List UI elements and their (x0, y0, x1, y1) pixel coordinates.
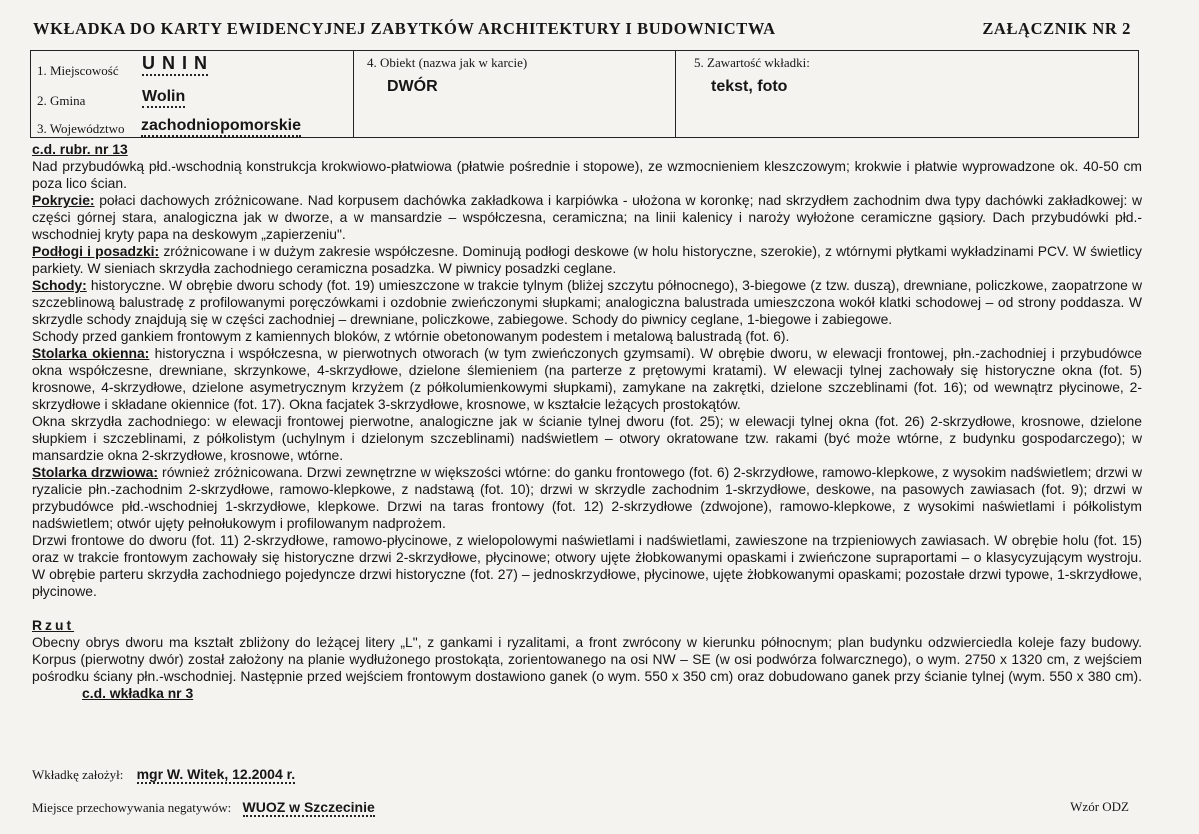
paragraph-extension: Nad przybudówką płd.-wschodnią konstrukcja krokwiowo-płatwiowa (płatwie pośrednie i stopowe), ze wzmocnieniem kleszczowym; krokwie i płatwie wyprowadzone ok. 40-50 cm poza lico ścian. (32, 158, 1142, 191)
author-value: mgr W. Witek, 12.2004 r. (136, 766, 296, 782)
author-label: Wkładkę założył: (32, 767, 124, 782)
description-body (32, 141, 1142, 702)
content-value: tekst, foto (711, 78, 788, 95)
windows-heading: Stolarka okienna: (32, 345, 150, 361)
paragraph-windows (32, 345, 1142, 413)
locality-value: U N I N (142, 53, 208, 76)
paragraph-doors-2: Drzwi frontowe do dworu (fot. 11) 2-skrzydłowe, ramowo-płycinowe, z wielopolowymi naświetlami i nadświetlami, zawieszone na trzpieniowych zawiasach. W obrębie holu (fot. 15) oraz w trakcie frontowym zachowały się historyczne drzwi 2-skrzydłowe, płycinowe; otwory ujęte żłobkowanymi opaskami i zwieńczone supraportami – o klasycyzującym wystroju. W obrębie parteru skrzydła zachodniego pojedyncze drzwi historyczne (fot. 27) – jednoskrzydłowe, płycinowe, ujęte żłobkowanymi opaskami; pozostałe drzwi typowe, 1-skrzydłowe, płycinowe. (32, 532, 1142, 599)
commune-label: 2. Gmina (37, 93, 86, 108)
locality-label: 1. Miejscowość (37, 63, 119, 78)
commune-value: Wolin (142, 88, 185, 108)
doors-text: również zróżnicowana. Drzwi zewnętrzne w większości wtórne: do ganku frontowego (fot. 6) 2-skrzydłowe, ramowo-klepkowe, z wysokim nadświetlem; drzwi w ryzalicie płn.-zachodnim 2-skrzydłowe, ramowo-klepkowe, z nadstawą (fot. 10); drzwi w skrzydle zachodnim 1-skrzydłowe, deskowe, na pasowych zawiasach (fot. 9); drzwi w przybudówce płd.-wschodniej 1-skrzydłowe, klepkowe. Drzwi na taras frontowy (fot. 12) 2-skrzydłowe (zdwojone), ramowo-klepkowe, z wysokimi naświetlami i półkolistym nadświetlem; otwór ujęty pełnołukowym i profilowanym nadprożem. (32, 464, 1142, 531)
continuation-heading: c.d. rubr. nr 13 (32, 141, 128, 157)
field-divider (353, 51, 354, 137)
paragraph-stairs (32, 277, 1142, 328)
object-label: 4. Obiekt (nazwa jak w karcie) (367, 55, 528, 70)
stairs-heading: Schody: (32, 277, 87, 293)
annex-number: ZAŁĄCZNIK NR 2 (982, 19, 1131, 38)
paragraph-floors (32, 243, 1142, 277)
storage-value: WUOZ w Szczecinie (242, 799, 375, 815)
windows-text: historyczna i współczesna, w pierwotnych otworach (w tym zwieńczonych gzymsami). W obrębie dworu, w elewacji frontowej, płn.-zachodniej i przybudówce okna współczesne, drewniane, skrzynkowe, 4-skrzydłowe, dzielone ślemieniem (na parterze z prętowymi kratami). W elewacji tylnej zachowały się historyczne okna (fot. 5) krosnowe, 4-skrzydłowe, dzielone asymetrycznym krzyżem (z półkolumienkowymi słupkami), zamykane na zakrętki, dzielone szczeblinami (fot. 16); od wewnątrz płycinowe, 2-skrzydłowe i składane okiennice (fot. 17). Okna facjatek 3-skrzydłowe, krosnowe, w kształcie leżących prostokątów. (32, 345, 1142, 412)
continued-note: c.d. wkładka nr 3 (82, 685, 194, 701)
paragraph-windows-2: Okna skrzydła zachodniego: w elewacji frontowej pierwotne, analogiczne jak w ścianie tylnej dworu (fot. 25); w elewacji tylnej okna (fot. 26) 2-skrzydłowe, krosnowe, dzielone słupkiem i szczeblinami, z półkolistym (uchylnym i dzielonym szczeblinami) nadświetlem – otwory okratowane tzw. rakami (być może wtórne, z budynku gospodarczego); w mansardzie okna 2-skrzydłowe, krosnowe, wtórne. (32, 413, 1142, 463)
author-row (32, 766, 295, 783)
floors-heading: Podłogi i posadzki: (32, 243, 160, 259)
paragraph-roof (32, 192, 1142, 243)
template-code: Wzór ODZ (1070, 799, 1129, 814)
plan-text: Obecny obrys dworu ma kształt zbliżony do leżącej litery „L", z gankami i ryzalitami, a front zwrócony w kierunku północnym; plan budynku odzwierciedla koleje fazy budowy. Korpus (pierwotny dwór) został założony na planie wydłużonego prostokąta, zorientowanego na osi NW – SE (w osi podwórza folwarcznego), o wym. 2750 x 1320 cm, z wejściem pośrodku ściany płn.-wschodniej. Następnie przed wejściem frontowym dostawiono ganek (o wym. 550 x 350 cm) oraz dobudowano ganek przy ścianie tylnej (wym. 550 x 380 cm). (32, 634, 1142, 684)
storage-row (32, 799, 375, 816)
voivodeship-value: zachodniopomorskie (141, 117, 301, 137)
floors-text: zróżnicowane i w dużym zakresie współczesne. Dominują podłogi deskowe (w holu historyczne, szerokie), z wtórnymi płytkami wykładzinami PCV. W świetlicy parkiety. W sieniach skrzydła zachodniego ceramiczna posadzka. W piwnicy posadzki ceglane. (32, 243, 1142, 276)
paragraph-doors (32, 464, 1142, 532)
doors-heading: Stolarka drzwiowa: (32, 464, 159, 480)
field-divider (675, 51, 676, 137)
object-value: DWÓR (387, 78, 438, 95)
paragraph-stairs-2: Schody przed gankiem frontowym z kamiennych bloków, z wtórnie obetonowanym podestem i metalową balustradą (fot. 6). (32, 328, 790, 344)
roof-heading: Pokrycie: (32, 192, 95, 208)
paragraph-plan (32, 634, 1142, 702)
stairs-text: historyczne. W obrębie dworu schody (fot. 19) umieszczone w trakcie tylnym (bliżej szczytu północnego), 3-biegowe (z tzw. duszą), drewniane, policzkowe, zaopatrzone w szczeblinową balustradę z profilowanymi poręczówkami i ozdobnie zwieńczonymi słupkami; analogiczna balustrada umieszczona wokół klatki schodowej – od strony poddasza. W skrzydle schody znajdują się w części zachodniej – drewniane, policzkowe, zabiegowe. Schody do piwnicy ceglane, 1-biegowe i zabiegowe. (32, 277, 1142, 327)
content-label: 5. Zawartość wkładki: (694, 55, 810, 70)
roof-text: połaci dachowych zróżnicowane. Nad korpusem dachówka zakładkowa i karpiówka - ułożona w koronkę; nad skrzydłem zachodnim dwa typy dachówki zakładkowej: w części górnej stara, analogiczna jak w dworze, a w mansardzie – współczesna, ceramiczna; na linii kalenicy i naroży wyłożone ceramiczne gąsiory. Dach przybudówki płd.-wschodniej kryty papa na deskowym „zapierzeniu". (32, 192, 1142, 242)
plan-heading: Rzut (32, 617, 75, 633)
storage-label: Miejsce przechowywania negatywów: (32, 800, 232, 815)
voivodeship-label: 3. Województwo (37, 121, 125, 136)
header-fields-box (30, 50, 1139, 138)
document-title: WKŁADKA DO KARTY EWIDENCYJNEJ ZABYTKÓW ARCHITEKTURY I BUDOWNICTWA (33, 19, 776, 38)
